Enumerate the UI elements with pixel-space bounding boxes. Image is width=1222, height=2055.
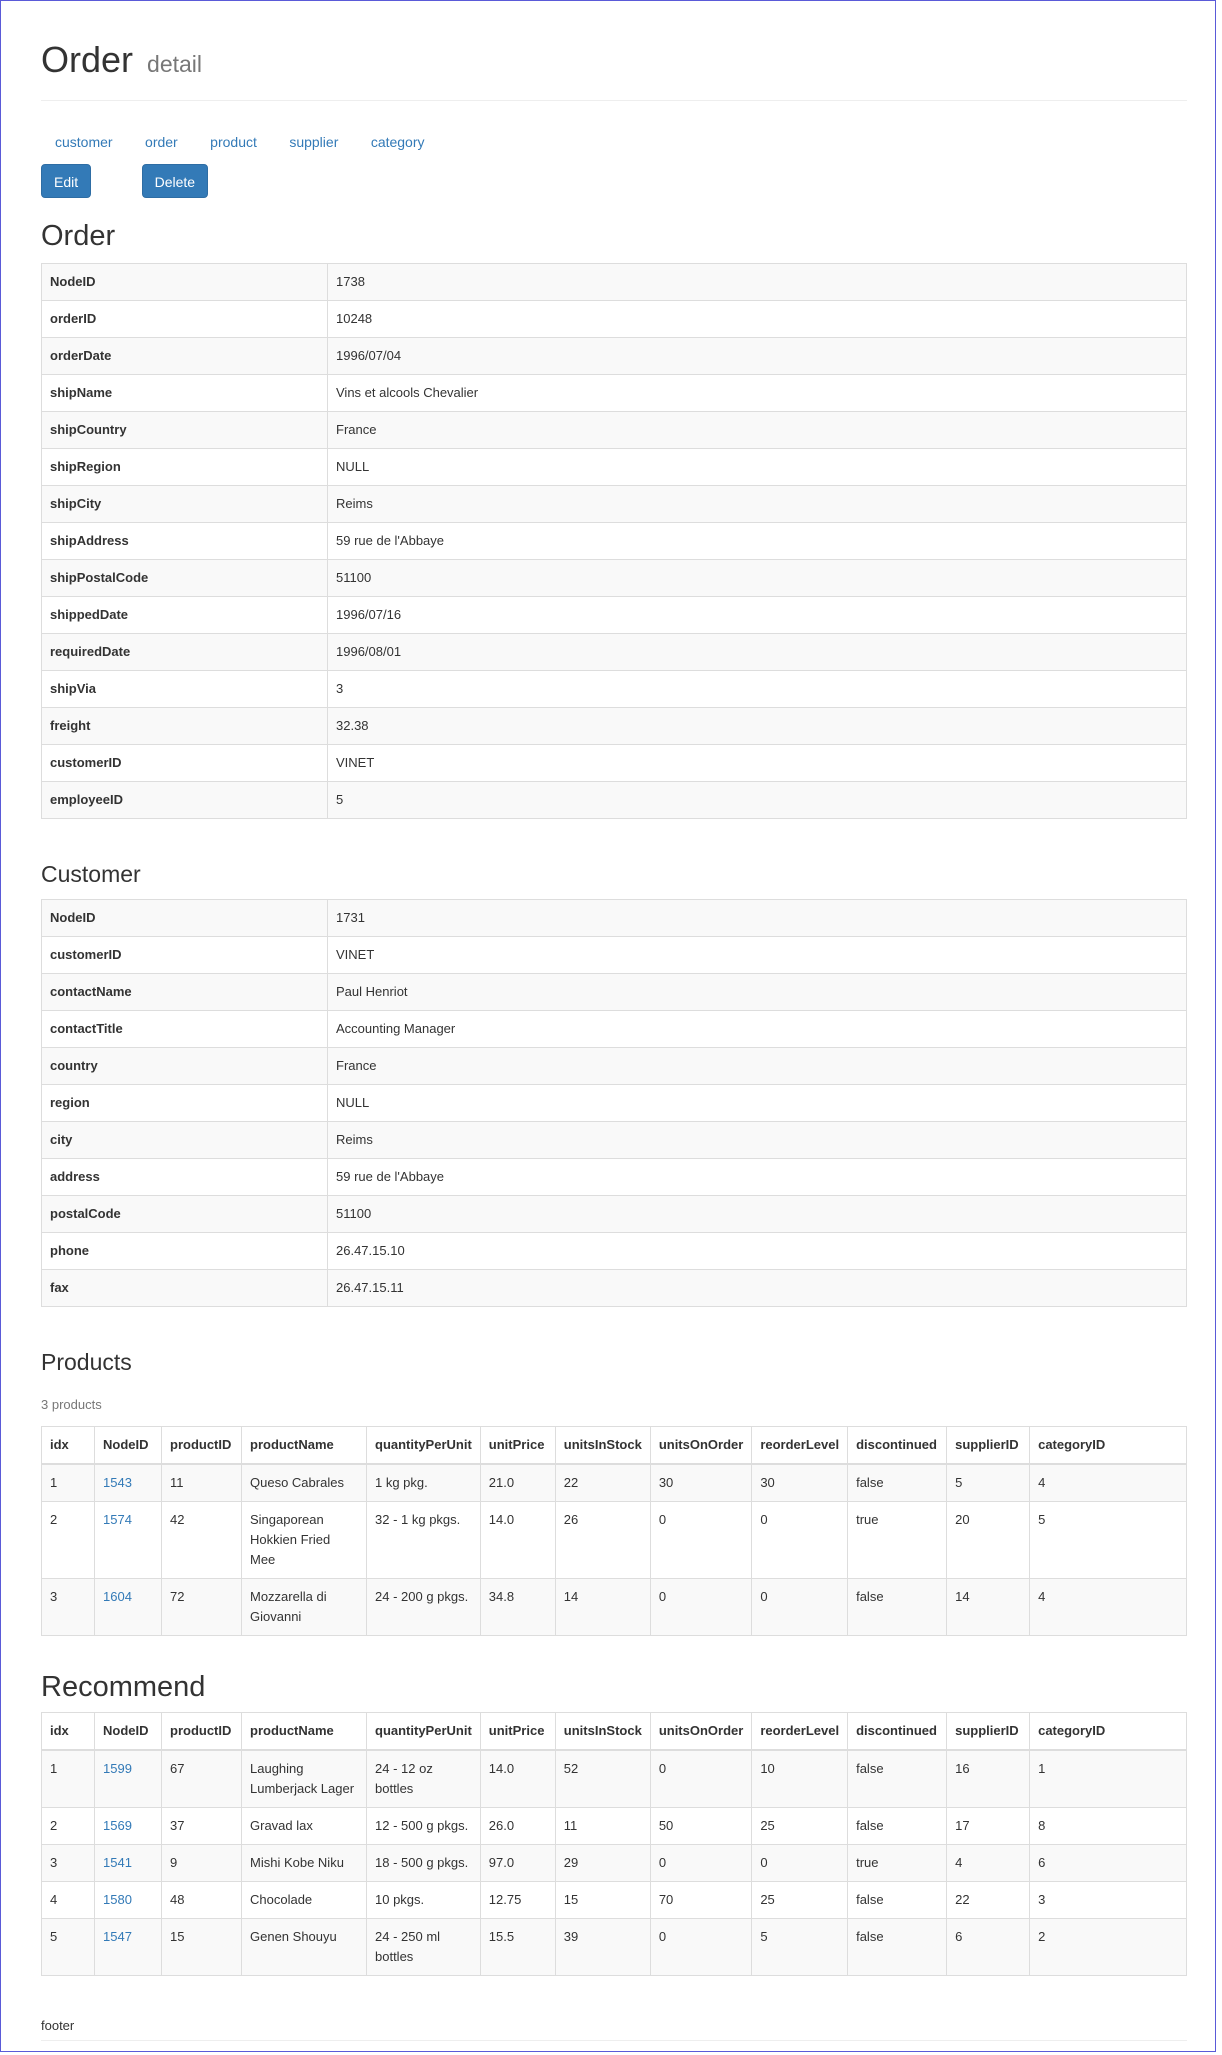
cell-discontinued: false <box>848 1750 947 1808</box>
cell-quantityperunit: 24 - 250 ml bottles <box>367 1919 481 1976</box>
table-row <box>42 338 1187 375</box>
table-row <box>42 900 1187 937</box>
cell-unitsinstock: 52 <box>555 1750 650 1808</box>
table-row <box>42 1845 1187 1882</box>
cell-productid: 9 <box>162 1845 242 1882</box>
table-row <box>42 1270 1187 1307</box>
cell-unitsinstock: 39 <box>555 1919 650 1976</box>
field-name: region <box>42 1085 328 1122</box>
cell-productid: 48 <box>162 1882 242 1919</box>
table-row <box>42 1159 1187 1196</box>
cell-unitprice: 14.0 <box>480 1750 555 1808</box>
table-row <box>42 1048 1187 1085</box>
products-table <box>41 1426 1187 1636</box>
column-header-nodeid: NodeID <box>95 1427 162 1465</box>
field-name: shipCity <box>42 486 328 523</box>
table-row <box>42 449 1187 486</box>
cell-unitsinstock: 22 <box>555 1464 650 1502</box>
table-row <box>42 974 1187 1011</box>
field-value: 51100 <box>328 560 1187 597</box>
cell-categoryid: 2 <box>1030 1919 1187 1976</box>
field-value: 59 rue de l'Abbaye <box>328 523 1187 560</box>
field-value: Paul Henriot <box>328 974 1187 1011</box>
cell-categoryid: 8 <box>1030 1808 1187 1845</box>
cell-productid: 42 <box>162 1502 242 1579</box>
column-header-unitprice: unitPrice <box>480 1427 555 1465</box>
main-container <box>41 0 1187 1976</box>
field-name: contactTitle <box>42 1011 328 1048</box>
cell-idx: 5 <box>42 1919 95 1976</box>
column-header-supplierid: supplierID <box>947 1427 1030 1465</box>
cell-idx: 2 <box>42 1808 95 1845</box>
cell-unitsonorder: 0 <box>650 1750 752 1808</box>
table-row <box>42 1085 1187 1122</box>
node-id-cell <box>95 1919 162 1976</box>
cell-supplierid: 17 <box>947 1808 1030 1845</box>
cell-reorderlevel: 10 <box>752 1750 848 1808</box>
table-row <box>42 1122 1187 1159</box>
field-value: 1996/07/16 <box>328 597 1187 634</box>
nav-link-customer[interactable]: customer <box>55 134 113 150</box>
table-row <box>42 1750 1187 1808</box>
cell-idx: 1 <box>42 1750 95 1808</box>
cell-quantityperunit: 1 kg pkg. <box>367 1464 481 1502</box>
cell-quantityperunit: 10 pkgs. <box>367 1882 481 1919</box>
field-value: Reims <box>328 486 1187 523</box>
recommend-table <box>41 1712 1187 1976</box>
cell-discontinued: false <box>848 1808 947 1845</box>
cell-supplierid: 5 <box>947 1464 1030 1502</box>
cell-unitsonorder: 30 <box>650 1464 752 1502</box>
column-header-productname: productName <box>242 1713 367 1751</box>
cell-discontinued: false <box>848 1882 947 1919</box>
column-header-unitsinstock: unitsInStock <box>555 1713 650 1751</box>
table-row <box>42 745 1187 782</box>
cell-discontinued: true <box>848 1502 947 1579</box>
field-value: 59 rue de l'Abbaye <box>328 1159 1187 1196</box>
column-header-reorderlevel: reorderLevel <box>752 1427 848 1465</box>
column-header-idx: idx <box>42 1427 95 1465</box>
table-row <box>42 1464 1187 1502</box>
field-value: 1738 <box>328 264 1187 301</box>
cell-unitsinstock: 15 <box>555 1882 650 1919</box>
table-row <box>42 523 1187 560</box>
cell-unitprice: 12.75 <box>480 1882 555 1919</box>
cell-categoryid: 5 <box>1030 1502 1187 1579</box>
field-name: shipAddress <box>42 523 328 560</box>
cell-categoryid: 1 <box>1030 1750 1187 1808</box>
field-name: requiredDate <box>42 634 328 671</box>
node-id-cell <box>95 1750 162 1808</box>
field-name: country <box>42 1048 328 1085</box>
field-name: phone <box>42 1233 328 1270</box>
column-header-categoryid: categoryID <box>1030 1427 1187 1465</box>
column-header-reorderlevel: reorderLevel <box>752 1713 848 1751</box>
node-id-link[interactable]: 1574 <box>103 1512 132 1527</box>
field-value: VINET <box>328 745 1187 782</box>
table-row <box>42 1919 1187 1976</box>
cell-supplierid: 4 <box>947 1845 1030 1882</box>
field-value: NULL <box>328 1085 1187 1122</box>
cell-categoryid: 3 <box>1030 1882 1187 1919</box>
field-value: 26.47.15.10 <box>328 1233 1187 1270</box>
cell-unitsonorder: 70 <box>650 1882 752 1919</box>
node-id-cell <box>95 1502 162 1579</box>
field-value: 5 <box>328 782 1187 819</box>
field-name: shipCountry <box>42 412 328 449</box>
page-title <box>41 38 1187 86</box>
field-value: VINET <box>328 937 1187 974</box>
table-row <box>42 1808 1187 1845</box>
field-value: France <box>328 412 1187 449</box>
edit-button[interactable]: Edit <box>41 164 91 198</box>
cell-reorderlevel: 30 <box>752 1464 848 1502</box>
cell-categoryid: 6 <box>1030 1845 1187 1882</box>
cell-reorderlevel: 0 <box>752 1579 848 1636</box>
field-value: Reims <box>328 1122 1187 1159</box>
cell-unitprice: 34.8 <box>480 1579 555 1636</box>
table-row <box>42 264 1187 301</box>
cell-categoryid: 4 <box>1030 1579 1187 1636</box>
cell-quantityperunit: 32 - 1 kg pkgs. <box>367 1502 481 1579</box>
cell-unitsonorder: 50 <box>650 1808 752 1845</box>
table-row <box>42 560 1187 597</box>
field-value: NULL <box>328 449 1187 486</box>
action-buttons <box>41 164 1187 198</box>
cell-productname: Laughing Lumberjack Lager <box>242 1750 367 1808</box>
field-name: shipName <box>42 375 328 412</box>
node-id-link[interactable]: 1569 <box>103 1818 132 1833</box>
table-row <box>42 1579 1187 1636</box>
cell-unitsonorder: 0 <box>650 1845 752 1882</box>
cell-unitsinstock: 14 <box>555 1579 650 1636</box>
nav-link-order[interactable]: order <box>145 134 178 150</box>
table-row <box>42 597 1187 634</box>
cell-productname: Singaporean Hokkien Fried Mee <box>242 1502 367 1579</box>
cell-discontinued: false <box>848 1464 947 1502</box>
cell-unitsinstock: 26 <box>555 1502 650 1579</box>
field-name: fax <box>42 1270 328 1307</box>
column-header-categoryid: categoryID <box>1030 1713 1187 1751</box>
field-name: orderID <box>42 301 328 338</box>
cell-reorderlevel: 25 <box>752 1882 848 1919</box>
cell-productname: Mishi Kobe Niku <box>242 1845 367 1882</box>
nav-link-category[interactable]: category <box>370 134 425 150</box>
table-row <box>42 937 1187 974</box>
page-subtitle: detail <box>147 51 203 77</box>
column-header-quantityperunit: quantityPerUnit <box>367 1427 481 1465</box>
cell-reorderlevel: 0 <box>752 1502 848 1579</box>
page-header <box>41 38 1187 101</box>
node-id-cell <box>95 1808 162 1845</box>
recommend-heading: Recommend <box>41 1671 206 1703</box>
customer-table <box>41 899 1187 1307</box>
field-value: France <box>328 1048 1187 1085</box>
field-name: address <box>42 1159 328 1196</box>
nav-link-product[interactable]: product <box>210 134 257 150</box>
cell-productid: 37 <box>162 1808 242 1845</box>
field-value: 10248 <box>328 301 1187 338</box>
field-name: orderDate <box>42 338 328 375</box>
field-value: Accounting Manager <box>328 1011 1187 1048</box>
column-header-discontinued: discontinued <box>848 1427 947 1465</box>
node-id-cell <box>95 1882 162 1919</box>
table-row <box>42 301 1187 338</box>
field-value: 1731 <box>328 900 1187 937</box>
cell-quantityperunit: 24 - 200 g pkgs. <box>367 1579 481 1636</box>
cell-idx: 1 <box>42 1464 95 1502</box>
cell-unitprice: 21.0 <box>480 1464 555 1502</box>
cell-supplierid: 22 <box>947 1882 1030 1919</box>
table-row <box>42 634 1187 671</box>
cell-unitsonorder: 0 <box>650 1579 752 1636</box>
cell-productname: Chocolade <box>242 1882 367 1919</box>
cell-productname: Queso Cabrales <box>242 1464 367 1502</box>
cell-unitsinstock: 11 <box>555 1808 650 1845</box>
cell-idx: 3 <box>42 1579 95 1636</box>
column-header-productname: productName <box>242 1427 367 1465</box>
node-id-cell <box>95 1845 162 1882</box>
cell-discontinued: true <box>848 1845 947 1882</box>
products-count: 3 products <box>41 1397 102 1412</box>
field-name: postalCode <box>42 1196 328 1233</box>
field-name: freight <box>42 708 328 745</box>
field-name: shipVia <box>42 671 328 708</box>
cell-discontinued: false <box>848 1919 947 1976</box>
column-header-productid: productID <box>162 1427 242 1465</box>
field-name: employeeID <box>42 782 328 819</box>
node-id-cell <box>95 1464 162 1502</box>
cell-quantityperunit: 18 - 500 g pkgs. <box>367 1845 481 1882</box>
node-id-link[interactable]: 1604 <box>103 1589 132 1604</box>
field-value: Vins et alcools Chevalier <box>328 375 1187 412</box>
column-header-unitsonorder: unitsOnOrder <box>650 1713 752 1751</box>
column-header-quantityperunit: quantityPerUnit <box>367 1713 481 1751</box>
field-name: contactName <box>42 974 328 1011</box>
table-row <box>42 1011 1187 1048</box>
cell-idx: 3 <box>42 1845 95 1882</box>
cell-unitprice: 26.0 <box>480 1808 555 1845</box>
cell-quantityperunit: 24 - 12 oz bottles <box>367 1750 481 1808</box>
delete-button[interactable]: Delete <box>142 164 208 198</box>
nav-link-supplier[interactable]: supplier <box>289 134 339 150</box>
table-row <box>42 1233 1187 1270</box>
order-heading: Order <box>41 220 116 252</box>
field-value: 1996/08/01 <box>328 634 1187 671</box>
node-id-link[interactable]: 1580 <box>103 1892 132 1907</box>
cell-categoryid: 4 <box>1030 1464 1187 1502</box>
node-id-link[interactable]: 1599 <box>103 1761 132 1776</box>
table-row <box>42 671 1187 708</box>
node-id-link[interactable]: 1547 <box>103 1929 132 1944</box>
column-header-productid: productID <box>162 1713 242 1751</box>
table-row <box>42 1502 1187 1579</box>
field-name: customerID <box>42 745 328 782</box>
field-value: 51100 <box>328 1196 1187 1233</box>
cell-reorderlevel: 5 <box>752 1919 848 1976</box>
field-value: 26.47.15.11 <box>328 1270 1187 1307</box>
cell-productid: 67 <box>162 1750 242 1808</box>
table-row <box>42 782 1187 819</box>
field-name: shippedDate <box>42 597 328 634</box>
cell-unitsonorder: 0 <box>650 1919 752 1976</box>
table-row <box>42 412 1187 449</box>
node-id-cell <box>95 1579 162 1636</box>
column-header-unitsinstock: unitsInStock <box>555 1427 650 1465</box>
cell-productid: 11 <box>162 1464 242 1502</box>
field-name: shipRegion <box>42 449 328 486</box>
cell-quantityperunit: 12 - 500 g pkgs. <box>367 1808 481 1845</box>
products-heading: Products <box>41 1349 132 1375</box>
cell-unitsonorder: 0 <box>650 1502 752 1579</box>
cell-idx: 4 <box>42 1882 95 1919</box>
cell-productname: Genen Shouyu <box>242 1919 367 1976</box>
cell-productid: 72 <box>162 1579 242 1636</box>
field-name: customerID <box>42 937 328 974</box>
order-table <box>41 263 1187 819</box>
cell-supplierid: 16 <box>947 1750 1030 1808</box>
column-header-discontinued: discontinued <box>848 1713 947 1751</box>
cell-reorderlevel: 0 <box>752 1845 848 1882</box>
cell-unitprice: 14.0 <box>480 1502 555 1579</box>
cell-unitsinstock: 29 <box>555 1845 650 1882</box>
column-header-nodeid: NodeID <box>95 1713 162 1751</box>
cell-unitprice: 97.0 <box>480 1845 555 1882</box>
page-title-text: Order <box>41 39 134 80</box>
customer-heading: Customer <box>41 861 141 887</box>
table-row <box>42 1196 1187 1233</box>
field-value: 32.38 <box>328 708 1187 745</box>
node-id-link[interactable]: 1543 <box>103 1475 132 1490</box>
column-header-unitsonorder: unitsOnOrder <box>650 1427 752 1465</box>
cell-reorderlevel: 25 <box>752 1808 848 1845</box>
cell-productid: 15 <box>162 1919 242 1976</box>
column-header-unitprice: unitPrice <box>480 1713 555 1751</box>
cell-productname: Gravad lax <box>242 1808 367 1845</box>
cell-unitprice: 15.5 <box>480 1919 555 1976</box>
column-header-supplierid: supplierID <box>947 1713 1030 1751</box>
cell-supplierid: 14 <box>947 1579 1030 1636</box>
cell-supplierid: 6 <box>947 1919 1030 1976</box>
field-value: 3 <box>328 671 1187 708</box>
cell-idx: 2 <box>42 1502 95 1579</box>
table-row <box>42 1882 1187 1919</box>
field-name: NodeID <box>42 264 328 301</box>
cell-productname: Mozzarella di Giovanni <box>242 1579 367 1636</box>
table-row <box>42 375 1187 412</box>
table-row <box>42 486 1187 523</box>
table-row <box>42 708 1187 745</box>
node-id-link[interactable]: 1541 <box>103 1855 132 1870</box>
field-name: city <box>42 1122 328 1159</box>
cell-supplierid: 20 <box>947 1502 1030 1579</box>
field-name: shipPostalCode <box>42 560 328 597</box>
field-value: 1996/07/04 <box>328 338 1187 375</box>
nav-links <box>41 132 1187 152</box>
cell-discontinued: false <box>848 1579 947 1636</box>
field-name: NodeID <box>42 900 328 937</box>
footer: footer <box>41 2018 1187 2041</box>
column-header-idx: idx <box>42 1713 95 1751</box>
